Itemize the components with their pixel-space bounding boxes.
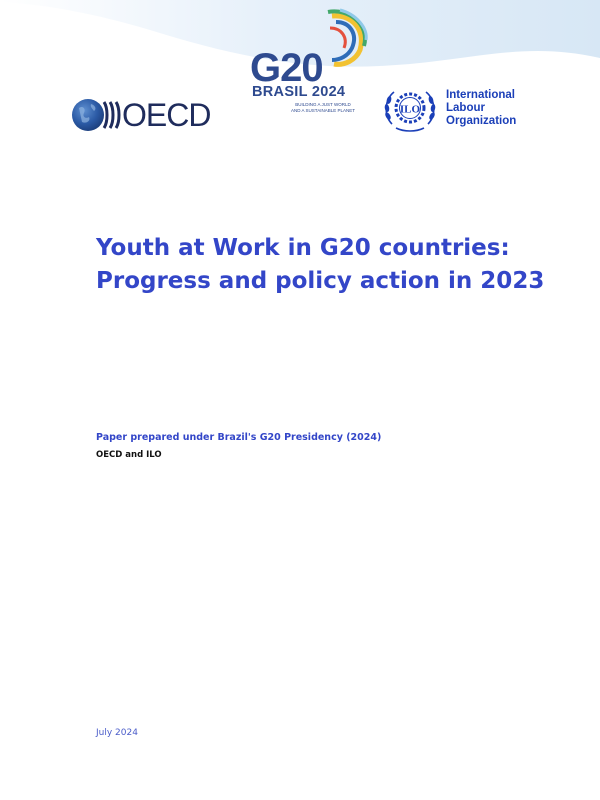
oecd-globe-icon: [70, 94, 122, 136]
document-authors: OECD and ILO: [96, 450, 162, 460]
ilo-logo: [382, 84, 532, 134]
document-title: Youth at Work in G20 countries: Progress and policy action in 2023: [96, 235, 545, 294]
ilo-wordmark-line3: Organization: [446, 115, 517, 127]
document-subtitle: Paper prepared under Brazil's G20 Presidency (2024): [96, 432, 382, 443]
oecd-wordmark: OECD: [122, 97, 211, 133]
g20-subtitle: BRASIL 2024: [252, 84, 346, 100]
ilo-emblem-text: ILO: [399, 103, 421, 116]
oecd-logo: [70, 94, 220, 136]
g20-wordmark: G20: [250, 46, 323, 90]
publication-date: July 2024: [96, 728, 138, 738]
g20-tagline-line1: BUILDING A JUST WORLD: [295, 102, 351, 107]
ilo-wordmark: [446, 89, 516, 128]
ilo-wordmark-line2: Labour: [446, 102, 485, 114]
g20-tagline-line2: AND A SUSTAINABLE PLANET: [291, 107, 355, 113]
g20-tagline: [283, 102, 363, 113]
ilo-wordmark-line1: International: [446, 89, 516, 101]
ilo-emblem-icon: [382, 84, 438, 134]
g20-logo: [244, 8, 374, 116]
